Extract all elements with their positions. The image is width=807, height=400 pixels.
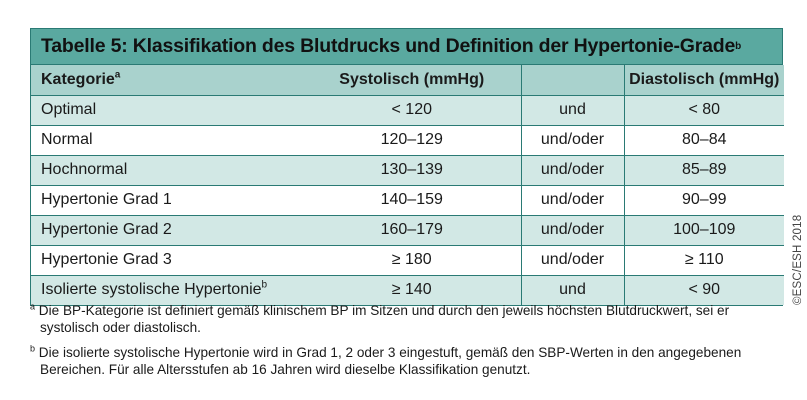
footnote-a [30,302,775,336]
footnote-b [30,344,775,378]
row-conjunction: und/oder [521,215,624,245]
bp-table [31,65,784,305]
row-category [31,125,303,155]
table-title: Tabelle 5: Klassifikation des Blutdrucks und Definition der Hypertonie-Grade b [31,29,782,65]
table-row [31,95,784,125]
header-diastolic: Diastolisch (mmHg) [624,65,784,95]
copyright-notice: ©ESC/ESH 2018 [792,214,804,305]
row-conjunction: und/oder [521,155,624,185]
row-category [31,275,303,305]
row-category-label: Hypertonie Grad 2 [41,221,172,238]
row-conjunction: und [521,275,624,305]
row-diastolic: < 80 [624,95,784,125]
row-conjunction: und/oder [521,125,624,155]
row-diastolic: ≥ 110 [624,245,784,275]
footnote-text: Die BP-Kategorie ist definiert gemäß klinischem BP im Sitzen und durch den jeweils höchsten Blutdruckwert, sei er systolisch oder diastolisch. [38,303,730,335]
table-row [31,215,784,245]
row-diastolic: < 90 [624,275,784,305]
row-category [31,155,303,185]
footnote-text: Die isolierte systolische Hypertonie wird in Grad 1, 2 oder 3 eingestuft, gemäß den SBP-Werten in den angegebenen Bereichen. Für alle Altersstufen ab 16 Jahren wird dieselbe Klassifikation genutzt. [38,345,742,377]
header-category-footnote-mark: a [114,69,121,81]
row-category [31,185,303,215]
row-conjunction: und [521,95,624,125]
row-category [31,215,303,245]
row-diastolic: 85–89 [624,155,784,185]
row-category-footnote-mark: b [261,279,268,291]
row-category [31,245,303,275]
row-category-label: Hypertonie Grad 1 [41,191,172,208]
header-systolic: Systolisch (mmHg) [303,65,521,95]
classification-table [30,28,783,306]
row-systolic: ≥ 180 [303,245,521,275]
row-category-label: Isolierte systolische Hypertonie [41,281,262,299]
footnote-mark: a [30,301,36,312]
row-category-label: Hypertonie Grad 3 [41,251,172,268]
header-category [31,65,303,95]
row-systolic: 120–129 [303,125,521,155]
row-category [31,95,303,125]
row-category-label: Normal [41,131,93,148]
row-diastolic: 80–84 [624,125,784,155]
header-category-label: Kategorie [41,70,115,88]
row-category-label: Hochnormal [41,161,128,178]
header-conjunction [521,65,624,95]
row-conjunction: und/oder [521,185,624,215]
row-diastolic: 90–99 [624,185,784,215]
table-row [31,155,784,185]
row-systolic: 160–179 [303,215,521,245]
row-systolic: 130–139 [303,155,521,185]
table-header-row [31,65,784,95]
row-systolic: 140–159 [303,185,521,215]
row-conjunction: und/oder [521,245,624,275]
footnote-mark: b [30,343,36,354]
row-category-label: Optimal [41,101,97,118]
row-diastolic: 100–109 [624,215,784,245]
row-systolic: ≥ 140 [303,275,521,305]
row-systolic: < 120 [303,95,521,125]
table-row [31,185,784,215]
table-title-text: Tabelle 5: Klassifikation des Blutdrucks und Definition der Hypertonie-Grade [41,35,736,57]
table-row [31,245,784,275]
table-row [31,125,784,155]
footnotes [30,302,775,386]
table-row [31,275,784,305]
